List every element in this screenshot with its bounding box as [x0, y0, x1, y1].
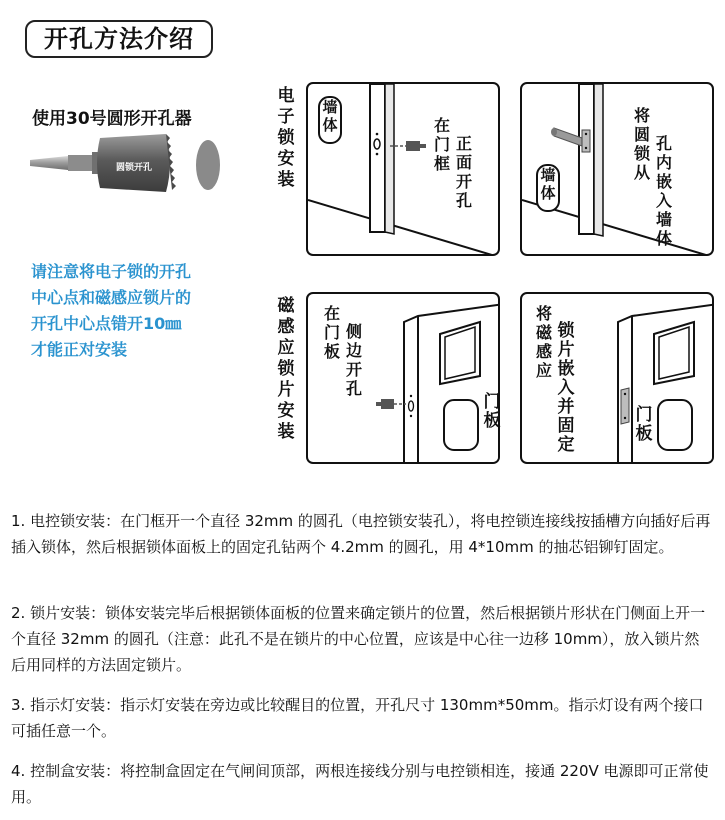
- cylinder-lock-icon: [551, 128, 590, 152]
- note-line: 中心点和磁感应锁片的: [31, 288, 192, 307]
- note-line: 才能正对安装: [31, 340, 128, 359]
- instruction-paragraph: 1. 电控锁安装：在门框开一个直径 32mm 的圆孔（电控锁安装孔），将电控锁连接线按插槽方向插好后再插入锁体，然后根据锁体面板上的固定孔钻两个 4.2mm 的圆孔，用 4*10mm 的抽芯铝铆钉固定。: [11, 512, 711, 556]
- panel-lock-embedding: [520, 82, 714, 256]
- hole-saw-illustration: [28, 130, 228, 200]
- note-line: 开孔中心点错开10㎜: [31, 314, 182, 333]
- wall-tag: 墙体: [318, 96, 342, 144]
- drill-bit-icon: [376, 399, 406, 409]
- panel-text-col: 正面开孔: [455, 134, 472, 210]
- panel-text-col: 将圆锁从: [633, 106, 650, 182]
- door-panel-label: 门板: [483, 392, 501, 431]
- note-line: 请注意将电子锁的开孔: [31, 262, 192, 281]
- drilled-disc: [196, 140, 220, 190]
- panel-text-col: 将磁感应: [535, 304, 552, 380]
- instruction-paragraph: 4. 控制盒安装：将控制盒固定在气闸间顶部，两根连接线分别与电控锁相连，接通 220V 电源即可正常使用。: [11, 762, 709, 806]
- panel-text-col: 在门框: [433, 116, 450, 173]
- panel-text-col: 在门板: [323, 304, 340, 361]
- drill-shaft: [30, 152, 100, 174]
- instruction-paragraph: 2. 锁片安装：锁体安装完毕后根据锁体面板的位置来确定锁片的位置，然后根据锁片形状在门侧面上开一个直径 32mm 的圆孔（注意：此孔不是在锁片的中心位置，应该是中心往一边移 10mm），放入锁片然后用同样的方法固定锁片。: [11, 604, 706, 674]
- lock-plate-icon: [621, 388, 629, 424]
- electronic-lock-heading: 电子锁安装: [277, 86, 295, 190]
- panel-door-side-drilling: [306, 292, 500, 464]
- drill-bit-icon: [390, 141, 426, 151]
- saw-label: 圆锁开孔: [116, 163, 153, 173]
- panel-text-col: 侧边开孔: [345, 322, 362, 398]
- alignment-note: [31, 259, 241, 363]
- panel-text-col: 锁片嵌入并固定: [557, 321, 575, 455]
- door-panel-label: 门板: [635, 405, 653, 444]
- panel-text-col: 孔内嵌入墙体: [655, 134, 672, 248]
- page-title: 开孔方法介绍: [25, 20, 213, 58]
- magnetic-plate-heading: 磁感应锁片安装: [277, 296, 295, 442]
- instruction-paragraph: 3. 指示灯安装：指示灯安装在旁边或比较醒目的位置，开孔尺寸 130mm*50mm。指示灯设有两个接口可插任意一个。: [11, 696, 704, 740]
- tool-caption: 使用30号圆形开孔器: [32, 109, 192, 129]
- panel-plate-embedding: [520, 292, 714, 464]
- wall-tag: 墙体: [536, 164, 560, 212]
- panel-frame-drilling: [306, 82, 500, 256]
